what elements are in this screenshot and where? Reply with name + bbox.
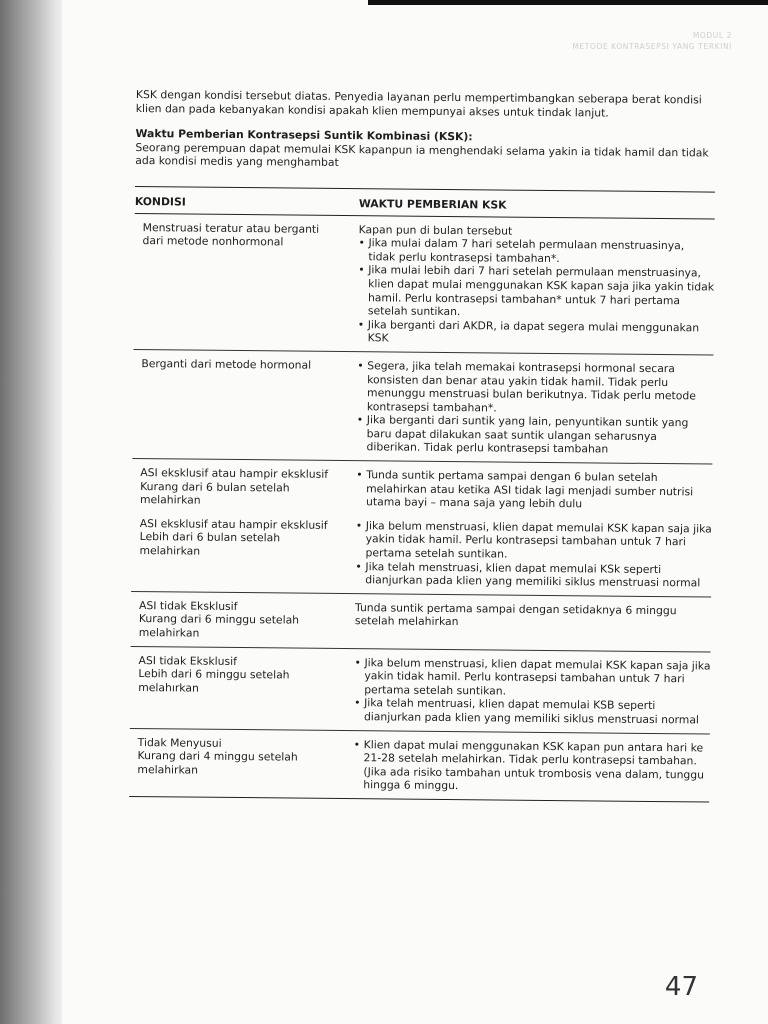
condition-cell — [131, 466, 356, 587]
timing-bullet-list — [353, 738, 710, 796]
condition-block — [142, 221, 348, 250]
condition-block — [140, 466, 346, 509]
timing-bullet: • Jika belum menstruasi, klien dapat memulai KSK kapan saja jika yakin tidak hamil. Perlu kontrasepsi tambahan untuk 7 hari pertama setelah suntikan. — [364, 656, 710, 700]
table-row — [133, 214, 714, 356]
timing-cell — [355, 468, 712, 590]
timing-bullet: • Jika mulai lebih dari 7 hari setelah permulaan menstruasinya, klien dapat mulai menggunakan KSK kapan saja jika yakin tidak hamil. Perlu kontrasepsi tambahan* untuk 7 hari pertama setelah suntikan. — [368, 264, 715, 322]
running-head — [572, 30, 732, 52]
condition-cell — [134, 221, 359, 345]
condition-line: Kurang dari 6 bulan setelah — [140, 479, 290, 495]
timing-cell — [353, 738, 710, 796]
timing-bullet-list — [356, 359, 713, 458]
table-row — [132, 350, 713, 465]
timing-bullet: • Jika berganti dari AKDR, ia dapat segera mulai menggunakan KSK — [368, 318, 714, 349]
timing-bullet: • Tunda suntik pertama sampai dengan 6 bulan setelah melahirkan atau ketika ASI tidak lagi menjadi sumber nutrisi utama bayi – mana saja yang lebih dulu — [366, 468, 712, 512]
condition-line: Berganti dari metode hormonal — [141, 356, 312, 372]
condition-line: melahirkan — [137, 762, 199, 777]
timing-lead: Kapan pun di bulan tersebut — [358, 222, 513, 238]
timing-table — [129, 186, 715, 803]
timing-bullet: • Segera, jika telah memakai kontrasepsi hormonal secara konsisten dan benar atau yakin tidak hamil. Tidak perlu menunggu menstruasi bulan berikutnya. Tidak perlu metode kontrasepsi tambahan*. — [367, 359, 714, 417]
timing-block — [354, 656, 711, 727]
condition-line: ASI eksklusif atau hampir eksklusif — [139, 516, 328, 532]
condition-cell — [129, 736, 354, 793]
condition-line: Kurang dari 4 minggu setelah — [137, 749, 298, 764]
timing-cell — [355, 601, 711, 645]
condition-line: ASI tidak Eksklusif — [138, 598, 238, 613]
header-waktu: WAKTU PEMBERIAN KSK — [358, 197, 507, 212]
condition-line: Kurang dari 6 minggu setelah — [138, 612, 300, 627]
timing-bullet-list — [355, 519, 712, 590]
condition-line: ASI eksklusif atau hampir eksklusif — [140, 466, 329, 481]
condition-block — [141, 357, 347, 373]
timing-bullet: • Jika belum menstruasi, klien dapat memulai KSK kapan saja jika yakin tidak hamil. Perlu kontrasepsi tambahan untuk 7 hari pertama setelah suntikan. — [365, 519, 711, 563]
condition-line: melahirkan — [139, 493, 201, 507]
timing-bullet-list — [354, 656, 711, 727]
condition-line: melahırkan — [138, 680, 199, 695]
timing-block — [358, 223, 715, 349]
table-row — [130, 647, 711, 735]
timing-cell — [356, 359, 713, 458]
table-row — [131, 592, 711, 652]
timing-bullet: • Jika telah menstruasi, klien dapat memulai KSk seperti dianjurkan pada klien yang memiliki siklus menstruasi normal — [365, 560, 711, 591]
condition-line: Menstruasi teratur atau berganti — [142, 220, 320, 236]
condition-block — [139, 599, 345, 642]
page-number: 47 — [664, 972, 698, 1002]
condition-block — [137, 736, 343, 779]
timing-bullet: • Jika telah mentruasi, klien dapat memulai KSB seperti dianjurkan pada klien yang memiliki siklus menstruasi normal — [364, 697, 710, 728]
condition-cell — [130, 654, 355, 724]
timing-block — [356, 468, 712, 512]
timing-bullet: • Jika berganti dari suntik yang lain, penyuntikan suntik yang baru dapat dilakukan saat suntik ulangan seharusnya diberikan. Tidak perlu kontrasepsi tambahan — [366, 414, 712, 458]
timing-block — [355, 601, 711, 632]
timing-cell — [354, 656, 711, 727]
condition-line: melahirkan — [139, 544, 201, 558]
condition-line: melahirkan — [138, 626, 200, 640]
timing-block — [353, 738, 710, 796]
book-gutter — [0, 0, 62, 1024]
timing-lead: Tunda suntik pertama sampai dengan setidaknya 6 minggu setelah melahirkan — [354, 600, 677, 629]
page-content — [129, 88, 716, 802]
table-row — [129, 729, 710, 803]
timing-block — [356, 359, 713, 458]
section-description: Seorang perempuan dapat memulai KSK kapanpun ia menghendaki selama yakin ia tidak hamil dan tidak ada kondisi medis yang menghambat — [135, 140, 709, 170]
running-head-module: MODUL 2 — [692, 31, 732, 40]
condition-block — [139, 517, 345, 560]
condition-line: Lebih dari 6 bulan setelah — [139, 530, 281, 545]
timing-block — [355, 519, 712, 590]
condition-line: dari metode nonhormonal — [142, 234, 284, 249]
timing-bullet: • Jika mulai dalam 7 hari setelah permulaan menstruasinya, tidak perlu kontrasepsi tambahan*. — [368, 236, 714, 267]
timing-bullet-list — [356, 468, 712, 512]
running-head-title: METODE KONTRASEPSI YANG TERKINI — [572, 42, 732, 51]
condition-line: ASI tidak Eksklusif — [138, 653, 238, 668]
top-border-bar — [368, 0, 768, 5]
condition-line: Lebih dari 6 minggu setelah — [138, 667, 290, 682]
condition-cell — [133, 357, 358, 454]
intro-paragraph: KSK dengan kondisi tersebut diatas. Penyedia layanan perlu mempertimbangkan seberapa berat kondisi klien dan pada kebanyakan kondisi apakah klien mempunyai akses untuk tindak lanjut. — [135, 88, 702, 120]
table-body — [129, 214, 715, 803]
timing-bullet-list — [358, 236, 715, 348]
timing-bullet: • Klien dapat mulai menggunakan KSK kapan pun antara hari ke 21-28 setelah melahirkan. Tidak perlu kontrasepsi tambahan. (Jika ada risiko tambahan untuk trombosis vena dalam, tunggu hingga 6 minggu. — [363, 738, 710, 796]
timing-cell — [358, 223, 715, 349]
condition-line: Tidak Menyusui — [137, 735, 222, 750]
condition-cell — [131, 599, 355, 642]
condition-block — [138, 654, 344, 697]
document-page — [62, 0, 768, 1024]
section-title: Waktu Pemberian Kontrasepsi Suntik Kombinasi (KSK): — [135, 127, 473, 144]
header-kondisi: KONDISI — [134, 194, 186, 209]
table-row — [131, 459, 712, 597]
